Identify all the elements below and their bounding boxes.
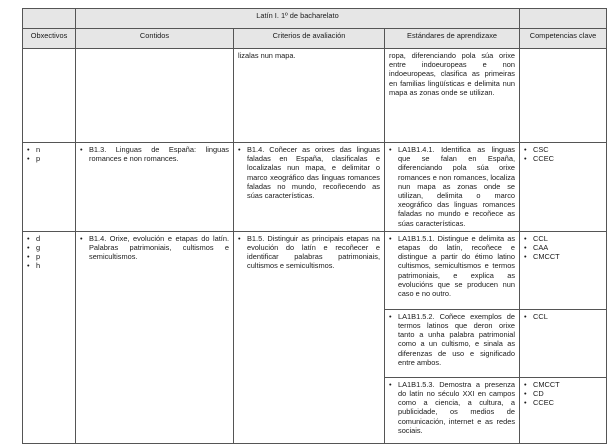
competences-cell — [520, 309, 607, 377]
standard-cell — [385, 309, 520, 377]
curriculum-table — [22, 8, 607, 444]
competences-cell — [520, 49, 607, 143]
criterion-cell — [234, 49, 385, 143]
competence-item: • CCL — [524, 312, 602, 321]
header-objectives: Obxectivos — [23, 29, 76, 49]
competence-item: • CMCCT — [524, 252, 602, 261]
table-row — [23, 231, 607, 309]
competences-cell — [520, 231, 607, 309]
competences-cell — [520, 143, 607, 232]
objectives-cell — [23, 143, 76, 232]
content-cell — [76, 49, 234, 143]
title-row — [23, 9, 607, 29]
header-contents: Contidos — [76, 29, 234, 49]
title-row-blank-right — [520, 9, 607, 29]
competences-cell — [520, 377, 607, 443]
objective-item: • p — [27, 252, 71, 261]
objective-item: • d — [27, 234, 71, 243]
objective-item: • p — [27, 154, 71, 163]
objectives-list — [27, 145, 71, 163]
standard-cell — [385, 49, 520, 143]
standard-cell — [385, 231, 520, 309]
objective-item: • h — [27, 261, 71, 270]
competence-item: • CCEC — [524, 398, 602, 407]
standard-text: • LA1B1.5.3. Demostra a presenza do latín no século XXI en campos como a ciencia, a cultura, a publicidade, os medios de comunicación, internet e as redes sociais. — [389, 380, 515, 435]
table-row — [23, 49, 607, 143]
competence-item: • CD — [524, 389, 602, 398]
standard-continuation: ropa, diferenciando pola súa orixe entre indoeuropeas e non indoeuropeas, clasifica as primeiras en familias lingüísticas e delimita nun mapa as zonas onde se utilizan. — [389, 51, 516, 97]
competences-list — [524, 312, 602, 321]
objectives-cell — [23, 49, 76, 143]
competence-item: • CAA — [524, 243, 602, 252]
content-text: • B1.4. Orixe, evolución e etapas do latín. Palabras patrimoniais, cultismos e semicultismos. — [80, 234, 229, 262]
header-standards: Estándares de aprendizaxe — [385, 29, 520, 49]
table-row — [23, 143, 607, 232]
competences-list — [524, 145, 602, 163]
competence-item: • CCEC — [524, 154, 602, 163]
standard-text: • LA1B1.4.1. Identifica as linguas que se falan en España, diferenciando pola súa orixe romances e non romances, localiza nun mapa as zonas onde se utilizan, delimita o marco xeográfico das linguas romances faladas no mundo e recoñece as súas características. — [389, 145, 515, 228]
header-row — [23, 29, 607, 49]
criterion-text: • B1.4. Coñecer as orixes das linguas faladas en España, clasificalas e localizalas nun mapa, e delimitar o marco xeográfico das linguas romances faladas no mundo, recoñecendo as súas características. — [238, 145, 380, 200]
criterion-text: • B1.5. Distinguir as principais etapas na evolución do latín e recoñecer e identificar palabras patrimoniais, cultismos e semicultismos. — [238, 234, 380, 271]
standard-cell — [385, 377, 520, 443]
standard-text: • LA1B1.5.1. Distingue e delimita as etapas do latín, recoñece e distingue a partir do étimo latino cultismos, semicultismos e termos patrimoniais, e explica as evolucións que se producen nun caso e no outro. — [389, 234, 515, 298]
criterion-cell — [234, 143, 385, 232]
standard-cell — [385, 143, 520, 232]
competences-list — [524, 234, 602, 262]
objectives-list — [27, 234, 71, 271]
table-title: Latín I. 1º de bacharelato — [76, 9, 520, 29]
standard-text: • LA1B1.5.2. Coñece exemplos de termos latinos que deron orixe tanto a unha palabra patrimonial como a un cultismo, e sinala as diferenzas de uso e significado entre ambos. — [389, 312, 515, 367]
competence-item: • CMCCT — [524, 380, 602, 389]
objective-item: • n — [27, 145, 71, 154]
title-row-blank-left — [23, 9, 76, 29]
objectives-cell — [23, 231, 76, 443]
competence-item: • CCL — [524, 234, 602, 243]
criterion-cell — [234, 231, 385, 443]
competence-item: • CSC — [524, 145, 602, 154]
header-criteria: Criterios de avaliación — [234, 29, 385, 49]
criterion-continuation: lizalas nun mapa. — [238, 51, 296, 60]
competences-list — [524, 380, 602, 408]
header-competences: Competencias clave — [520, 29, 607, 49]
content-cell — [76, 143, 234, 232]
objective-item: • g — [27, 243, 71, 252]
content-text: • B1.3. Linguas de España: linguas romances e non romances. — [80, 145, 229, 163]
content-cell — [76, 231, 234, 443]
